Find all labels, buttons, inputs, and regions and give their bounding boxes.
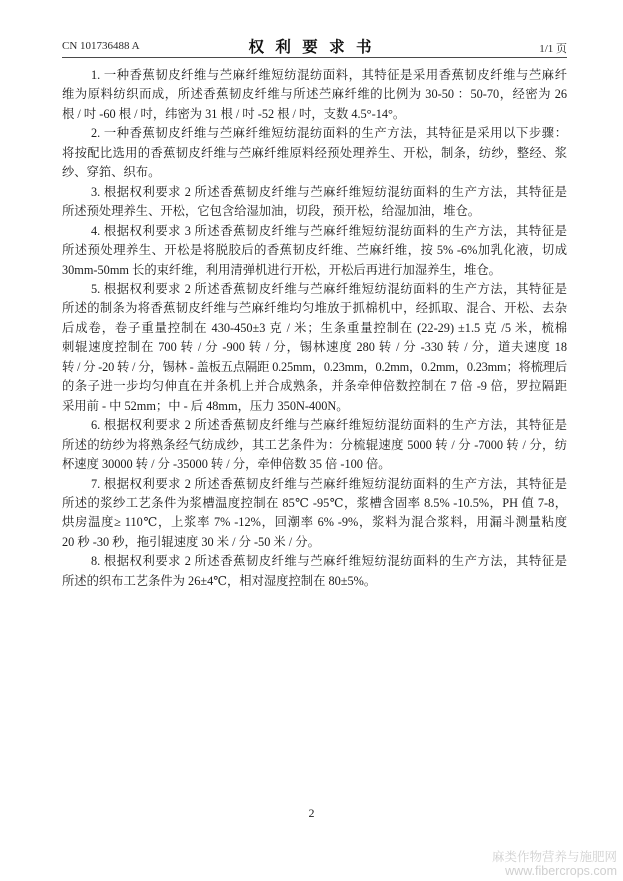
claim-line: 杯速度 30000 转 / 分 -35000 转 / 分，牵伸倍数 35 倍 -100 倍。 xyxy=(62,457,391,472)
header-divider xyxy=(62,57,567,58)
claim-8 xyxy=(62,552,567,591)
claim-6 xyxy=(62,416,567,474)
claim-line: 所述预处理养生、开松是将脱胶后的香蕉韧皮纤维、苎麻纤维，按 5% -6%加乳化液，切成 xyxy=(62,243,567,258)
claim-line: 后成卷，卷子重量控制在 430-450±3 克 / 米；生条重量控制在 (22-29) ±1.5 克 /5 米，梳棉 xyxy=(62,320,567,335)
page-indicator: 1/1 页 xyxy=(539,43,567,55)
claim-line: 3. 根据权利要求 2 所述香蕉韧皮纤维与苎麻纤维短纺混纺面料的生产方法，其特征是 xyxy=(91,184,567,199)
page-number: 2 xyxy=(308,806,315,820)
claim-4 xyxy=(62,222,567,280)
publication-number: CN 101736488 A xyxy=(62,40,140,52)
claim-line: 所述预处理养生、开松，它包含给湿加油，切段，预开松，给湿加油，堆仓。 xyxy=(62,204,481,219)
claim-line: 根 / 吋 -60 根 / 吋，纬密为 31 根 / 吋 -52 根 / 吋，支数 4.5°-14°。 xyxy=(62,106,406,121)
claim-line: 转 / 分 -20 转 / 分，锡林 - 盖板五点隔距 0.25mm，0.23mm，0.2mm，0.2mm，0.23mm；将梳理后 xyxy=(62,359,567,374)
claim-line: 所述的浆纱工艺条件为浆槽温度控制在 85℃ -95℃，浆槽含固率 8.5% -10.5%，PH 值 7-8， xyxy=(62,495,567,510)
claim-line: 所述的织布工艺条件为 26±4℃，相对湿度控制在 80±5%。 xyxy=(62,573,377,588)
claim-line: 4. 根据权利要求 3 所述香蕉韧皮纤维与苎麻纤维短纺混纺面料的生产方法，其特征是 xyxy=(91,223,567,238)
claim-line: 将按配比选用的香蕉韧皮纤维与苎麻纤维原料经预处理养生、开松，制条，纺纱，整经、浆 xyxy=(62,145,567,160)
watermark-site-name: 麻类作物营养与施肥网 xyxy=(491,849,617,864)
document-title: 权 利 要 求 书 xyxy=(248,37,375,56)
claim-line: 2. 一种香蕉韧皮纤维与苎麻纤维短纺混纺面料的生产方法，其特征是采用以下步骤： xyxy=(91,126,567,141)
claim-1 xyxy=(62,66,567,124)
claim-line: 烘房温度≥ 110℃，上浆率 7% -12%，回潮率 6% -9%，浆料为混合浆料，用漏斗测量粘度 xyxy=(62,515,567,530)
claim-7 xyxy=(62,475,567,553)
claim-line: 采用前 - 中 52mm；中 - 后 48mm，压力 350N-400N。 xyxy=(62,398,349,413)
claim-line: 6. 根据权利要求 2 所述香蕉韧皮纤维与苎麻纤维短纺混纺面料的生产方法，其特征是 xyxy=(91,418,567,433)
claims-body xyxy=(62,66,567,591)
claim-line: 8. 根据权利要求 2 所述香蕉韧皮纤维与苎麻纤维短纺混纺面料的生产方法，其特征是 xyxy=(91,554,567,569)
claim-line: 7. 根据权利要求 2 所述香蕉韧皮纤维与苎麻纤维短纺混纺面料的生产方法，其特征是 xyxy=(91,476,567,491)
claim-3 xyxy=(62,183,567,222)
claim-line: 5. 根据权利要求 2 所述香蕉韧皮纤维与苎麻纤维短纺混纺面料的生产方法，其特征是 xyxy=(91,281,567,296)
claim-line: 所述的制条为将香蕉韧皮纤维与苎麻纤维均匀堆放于抓棉机中，经抓取、混合、开松、去杂 xyxy=(62,301,567,316)
claim-line: 30mm-50mm 长的束纤维，利用清弹机进行开松，开松后再进行加湿养生，堆仓。 xyxy=(62,262,501,277)
claim-5 xyxy=(62,280,567,416)
claim-line: 的条子进一步均匀伸直在并条机上并合成熟条，并条牵伸倍数控制在 7 倍 -9 倍，罗拉隔距 xyxy=(62,379,567,394)
claim-line: 维为原料纺织而成，所述香蕉韧皮纤维与所述苎麻纤维的比例为 30-50 ：50-70，经密为 26 xyxy=(62,87,567,102)
watermark-url: www.fibercrops.com xyxy=(505,864,617,878)
claim-line: 1. 一种香蕉韧皮纤维与苎麻纤维短纺混纺面料，其特征是采用香蕉韧皮纤维与苎麻纤 xyxy=(91,68,567,82)
claim-2 xyxy=(62,124,567,182)
claim-line: 所述的纺纱为将熟条经气纺成纱，其工艺条件为：分梳辊速度 5000 转 / 分 -7000 转 / 分，纺 xyxy=(62,437,567,452)
claim-line: 20 秒 -30 秒，拖引辊速度 30 米 / 分 -50 米 / 分。 xyxy=(62,534,320,549)
claim-line: 纱、穿筘、织布。 xyxy=(62,165,161,180)
claim-line: 刺辊速度控制在 700 转 / 分 -900 转 / 分，锡林速度 280 转 / 分 -330 转 / 分，道夫速度 18 xyxy=(62,340,567,355)
